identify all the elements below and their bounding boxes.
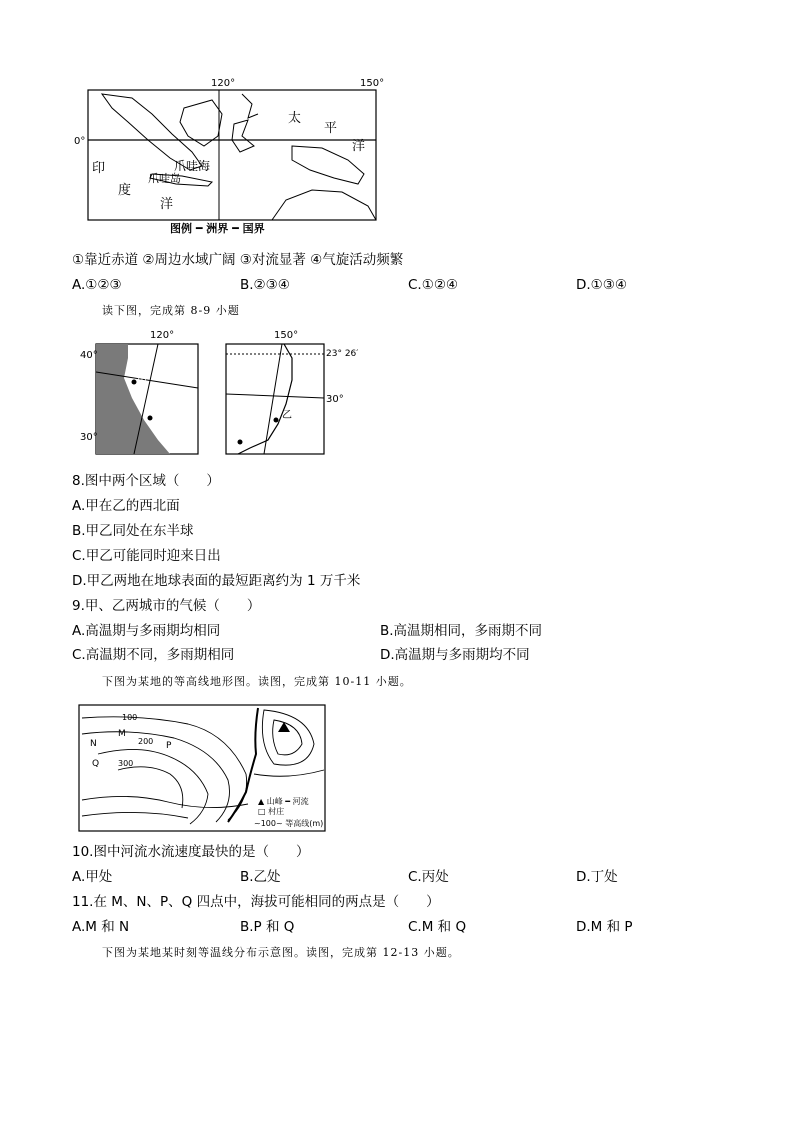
city-jia-dot bbox=[132, 380, 137, 385]
lon-120-label: 120° bbox=[211, 78, 236, 89]
label-du: 度 bbox=[118, 183, 132, 198]
q7-choice-d: D.①③④ bbox=[576, 277, 627, 293]
city-jia-label: 甲 bbox=[137, 378, 147, 389]
left-city2-dot bbox=[148, 416, 153, 421]
q11-choice-c: C.M 和 Q bbox=[408, 919, 467, 935]
q10-choice-a: A.甲处 bbox=[72, 869, 113, 885]
left-lat-30-label: 30° bbox=[80, 432, 98, 443]
q7-choice-c: C.①②④ bbox=[408, 277, 459, 293]
peak-icon bbox=[278, 722, 290, 732]
tropic-label: 23° 26′ bbox=[326, 349, 359, 359]
q7-statement: ①靠近赤道 ②周边水域广阔 ③对流显著 ④气旋活动频繁 bbox=[72, 252, 404, 268]
right-meridian bbox=[264, 344, 282, 454]
legend-village: □ 村庄 bbox=[258, 807, 285, 816]
right-city2-dot bbox=[238, 440, 243, 445]
contour-right-2 bbox=[273, 720, 302, 755]
label-yang-pacific: 洋 bbox=[352, 139, 366, 154]
q9-choice-a: A.高温期与多雨期均相同 bbox=[72, 623, 221, 639]
contour-2 bbox=[82, 732, 230, 822]
label-yin: 印 bbox=[92, 161, 106, 176]
contour-4 bbox=[118, 767, 183, 808]
right-parallel bbox=[226, 394, 324, 398]
label-200: 200 bbox=[138, 737, 154, 746]
right-coast bbox=[238, 344, 292, 454]
q9-choice-b: B.高温期相同，多雨期不同 bbox=[380, 623, 543, 639]
left-land bbox=[96, 344, 170, 454]
q9-choice-c: C.高温期不同，多雨期相同 bbox=[72, 647, 235, 663]
label-P: P bbox=[166, 741, 172, 751]
label-N: N bbox=[90, 739, 97, 749]
borneo-land bbox=[180, 100, 222, 146]
q8-choice-a: A.甲在乙的西北面 bbox=[72, 498, 180, 514]
right-lat-30-label: 30° bbox=[326, 394, 344, 405]
map-two-regions bbox=[78, 328, 359, 458]
q8-choice-c: C.甲乙可能同时迎来日出 bbox=[72, 548, 221, 564]
label-yang-indian: 洋 bbox=[160, 197, 174, 212]
map-contour bbox=[78, 704, 328, 834]
left-lon-label: 120° bbox=[150, 330, 175, 341]
city-yi-dot bbox=[274, 418, 279, 423]
intro-8-9: 读下图，完成第 8-9 小题 bbox=[102, 304, 240, 317]
intro-12-13: 下图为某地某时刻等温线分布示意图。读图，完成第 12-13 小题。 bbox=[102, 946, 460, 959]
label-java-sea: 爪哇海 bbox=[174, 159, 211, 173]
right-panel-frame bbox=[226, 344, 324, 454]
q8-choice-d: D.甲乙两地在地球表面的最短距离约为 1 万千米 bbox=[72, 573, 361, 589]
contour-6 bbox=[82, 812, 188, 818]
label-100: 100 bbox=[122, 713, 138, 722]
map1-legend: 图例 ━ 洲界 ━ 国界 bbox=[170, 222, 265, 235]
legend-contour: ~100~ 等高线(m) bbox=[254, 819, 324, 828]
q7-choice-b: B.②③④ bbox=[240, 277, 290, 293]
right-lon-label: 150° bbox=[274, 330, 299, 341]
q10-choice-b: B.乙处 bbox=[240, 869, 281, 885]
sulawesi-land bbox=[232, 120, 254, 152]
left-lat-40-label: 40° bbox=[80, 350, 98, 361]
label-Q: Q bbox=[92, 759, 100, 769]
contour-right-1 bbox=[262, 710, 314, 765]
label-300: 300 bbox=[118, 759, 134, 768]
intro-10-11: 下图为某地的等高线地形图。读图，完成第 10-11 小题。 bbox=[102, 675, 412, 688]
lon-150-label: 150° bbox=[360, 78, 385, 89]
q10-stem: 10.图中河流水流速度最快的是（ ） bbox=[72, 844, 310, 860]
label-tai: 太 bbox=[288, 111, 302, 126]
contour-right-3 bbox=[254, 770, 324, 776]
legend-peak: ▲ 山峰 ━ 河流 bbox=[258, 797, 309, 806]
label-java-island: 爪哇岛 bbox=[148, 172, 181, 185]
city-yi-label: 乙 bbox=[282, 410, 292, 421]
q8-stem: 8.图中两个区域（ ） bbox=[72, 473, 220, 489]
label-ping: 平 bbox=[324, 121, 338, 136]
q8-choice-b: B.甲乙同处在东半球 bbox=[72, 523, 194, 539]
q11-choice-b: B.P 和 Q bbox=[240, 919, 295, 935]
q11-stem: 11.在 M、N、P、Q 四点中，海拔可能相同的两点是（ ） bbox=[72, 894, 440, 910]
q10-choice-d: D.丁处 bbox=[576, 869, 618, 885]
q7-choice-a: A.①②③ bbox=[72, 277, 122, 293]
map1-frame bbox=[88, 90, 376, 220]
q11-choice-d: D.M 和 P bbox=[576, 919, 633, 935]
q11-choice-a: A.M 和 N bbox=[72, 919, 130, 935]
australia-land bbox=[272, 190, 376, 220]
contour-5 bbox=[82, 796, 248, 807]
q9-choice-d: D.高温期与多雨期均不同 bbox=[380, 647, 530, 663]
philippines-land bbox=[242, 94, 258, 118]
label-M: M bbox=[118, 729, 126, 739]
q10-choice-c: C.丙处 bbox=[408, 869, 449, 885]
lat-0-label: 0° bbox=[74, 136, 86, 147]
q9-stem: 9.甲、乙两城市的气候（ ） bbox=[72, 598, 261, 614]
map-southeast-asia bbox=[72, 74, 392, 236]
